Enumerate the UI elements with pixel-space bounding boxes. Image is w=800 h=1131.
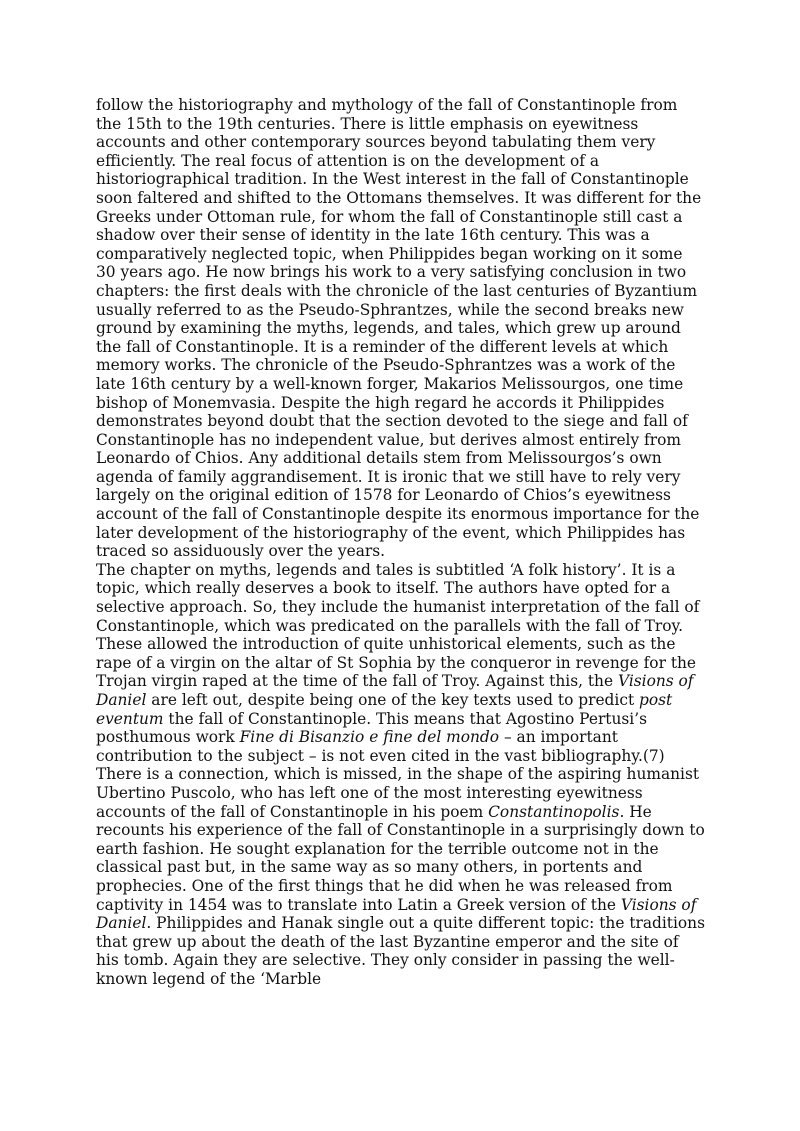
italic-title-text: Fine di Bisanzio e fine del mondo (239, 728, 500, 747)
paragraph (96, 561, 706, 989)
paragraph-text: The chapter on myths, legends and tales is subtitled ‘A folk history’. It is a topic, which really deserves a book to itself. The authors have opted for a selective approach. So, they include the humanist interpretation of the fall of Constantinople, which was predicated on the parallels with the fall of Troy. These allowed the introduction of quite unhistorical elements, such as the rape of a virgin on the altar of St Sophia by the conqueror in revenge for the Trojan virgin raped at the time of the fall of Troy. Against this, the (96, 560, 700, 691)
italic-title-text: Visions of Daniel (96, 895, 697, 933)
italic-title-text: post eventum (96, 691, 673, 728)
paragraph-text: – an important contribution to the subject – is not even cited in the vast bibliography.(7) There is a connection, which is missed, in the shape of the aspiring humanist Ubertino Puscolo, who has left one of the most interesting eyewitness accounts of the fall of Constantinople in his poem (96, 728, 700, 821)
paragraph-text: . He recounts his experience of the fall of Constantinople in a surprisingly down to earth fashion. He sought explanation for the terrible outcome not in the classical past but, in the same way as so many others, in portents and prophecies. One of the first things that he did when he was released from captivity in 1454 was to translate into Latin a Greek version of the (96, 802, 705, 914)
italic-title-text: Constantinopolis (488, 802, 620, 821)
paragraph-text: . Philippides and Hanak single out a quite different topic: the traditions that grew up about the death of the last Byzantine emperor and the site of his tomb. Again they are selective. They only consider in passing the well-known legend of the ‘Marble (96, 914, 705, 988)
paragraph-text: are left out, despite being one of the key texts used to predict (146, 691, 640, 709)
paragraph (96, 96, 706, 561)
italic-title-text: Visions of Daniel (96, 672, 694, 709)
paragraph-text: the fall of Constantinople. This means that Agostino Pertusi’s posthumous work (96, 709, 648, 747)
document-body (96, 96, 706, 989)
paragraph-text: follow the historiography and mythology of the fall of Constantinople from the 15th to the 19th centuries. There is little emphasis on eyewitness accounts and other contemporary sources beyond tabulating them very efficiently. The real focus of attention is on the development of a historiographical tradition. In the West interest in the fall of Constantinople soon faltered and shifted to the Ottomans themselves. It was different for the Greeks under Ottoman rule, for whom the fall of Constantinople still cast a shadow over their sense of identity in the late 16th century. This was a comparatively neglected topic, when Philippides began working on it some 30 years ago. He now brings his work to a very satisfying conclusion in two chapters: the first deals with the chronicle of the last centuries of Byzantium usually referred to as the Pseudo-Sphrantzes, while the second breaks new ground by examining the myths, legends, and tales, which grew up around the fall of Constantinople. It is a reminder of the different levels at which memory works. The chronicle of the Pseudo-Sphrantzes was a work of the late 16th century by a well-known forger, Makarios Melissourgos, one time bishop of Monemvasia. Despite the high regard he accords it Philippides demonstrates beyond doubt that the section devoted to the siege and fall of Constantinople has no independent value, but derives almost entirely from Leonardo of Chios. Any additional details stem from Melissourgos’s own agenda of family aggrandisement. It is ironic that we still have to rely very largely on the original edition of 1578 for Leonardo of Chios’s eyewitness account of the fall of Constantinople despite its enormous importance for the later development of the historiography of the event, which Philippides has traced so assiduously over the years. (96, 96, 702, 561)
